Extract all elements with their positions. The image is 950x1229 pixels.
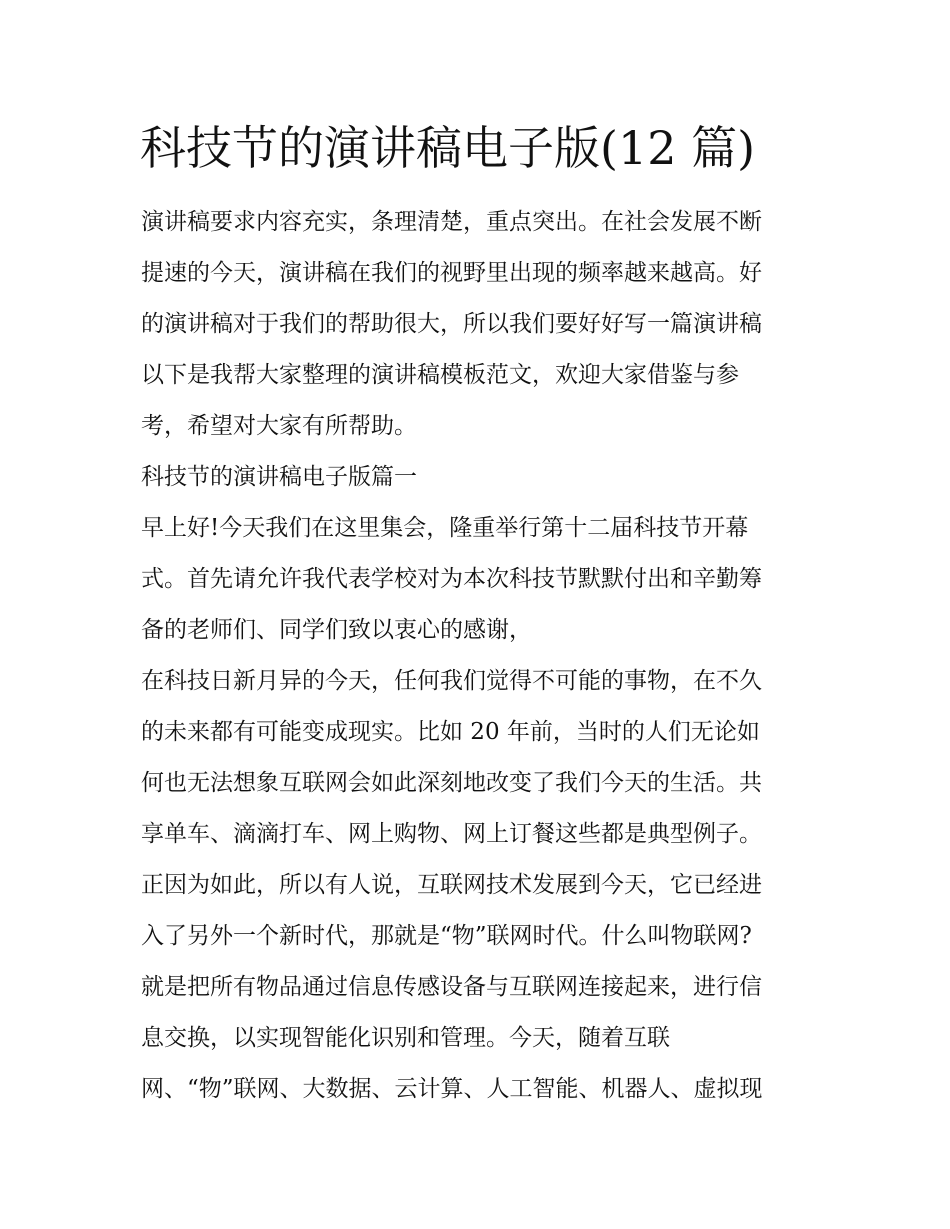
body-line: 备的老师们、同学们致以衷心的感谢， [141, 617, 532, 643]
body-line: 提速的今天，演讲稿在我们的视野里出现的频率越来越高。好 [141, 260, 762, 286]
body-line: 何也无法想象互联网会如此深刻地改变了我们今天的生活。共 [141, 770, 762, 796]
body-line: 考，希望对大家有所帮助。 [141, 413, 417, 439]
body-line: 的未来都有可能变成现实。比如 20 年前，当时的人们无论如 [141, 719, 760, 745]
body-line: 在科技日新月异的今天，任何我们觉得不可能的事物，在不久 [141, 668, 762, 694]
body-line: 演讲稿要求内容充实，条理清楚，重点突出。在社会发展不断 [141, 209, 762, 235]
body-line: 网、“物”联网、大数据、云计算、人工智能、机器人、虚拟现 [141, 1076, 763, 1102]
body-line: 式。首先请允许我代表学校对为本次科技节默默付出和辛勤筹 [141, 566, 762, 592]
body-line: 早上好!今天我们在这里集会，隆重举行第十二届科技节开幕 [141, 515, 749, 541]
body-line: 息交换，以实现智能化识别和管理。今天，随着互联 [141, 1025, 670, 1051]
body-line: 就是把所有物品通过信息传感设备与互联网连接起来，进行信 [141, 974, 762, 1000]
section-heading: 科技节的演讲稿电子版篇一 [141, 464, 417, 490]
document-body [141, 197, 813, 1115]
body-line: 正因为如此，所以有人说，互联网技术发展到今天，它已经进 [141, 872, 762, 898]
body-line: 享单车、滴滴打车、网上购物、网上订餐这些都是典型例子。 [141, 821, 762, 847]
body-line: 入了另外一个新时代，那就是“物”联网时代。什么叫物联网? [141, 923, 752, 949]
body-line: 的演讲稿对于我们的帮助很大，所以我们要好好写一篇演讲稿 [141, 311, 762, 337]
document-title: 科技节的演讲稿电子版(12 篇) [140, 121, 756, 175]
body-line: 以下是我帮大家整理的演讲稿模板范文，欢迎大家借鉴与参 [141, 362, 739, 388]
